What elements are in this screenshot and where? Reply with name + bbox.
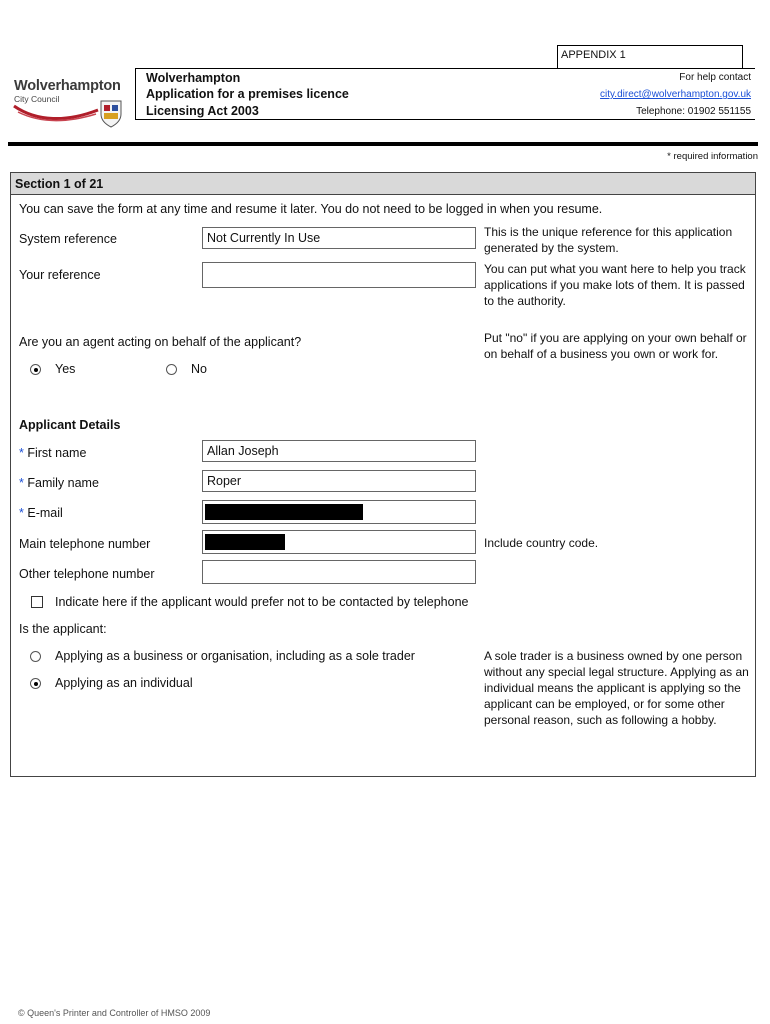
logo-subtitle: City Council <box>14 94 60 104</box>
main-phone-note: Include country code. <box>484 536 599 550</box>
applicant-type-note: A sole trader is a business owned by one person without any special legal structure. Applying as an individual means the applicant is applying so the applicant can be employed, or for some other personal reason, such as following a hobby. <box>484 649 749 727</box>
header-divider <box>8 142 758 146</box>
main-phone-field[interactable] <box>202 530 476 554</box>
family-name-field[interactable]: Roper <box>202 470 476 492</box>
main-phone-label: Main telephone number <box>19 537 151 551</box>
no-phone-contact-checkbox[interactable] <box>31 596 43 608</box>
email-redaction <box>205 504 363 520</box>
first-name-field[interactable]: Allan Joseph <box>202 440 476 462</box>
agent-yes-label: Yes <box>55 362 76 376</box>
other-phone-label: Other telephone number <box>19 567 155 581</box>
header-form-title: Application for a premises licence <box>146 87 349 101</box>
main-phone-redaction <box>205 534 285 550</box>
crest-icon <box>96 98 126 128</box>
required-marker: * <box>19 446 24 460</box>
agent-no-radio[interactable] <box>166 364 177 375</box>
help-label: For help contact <box>679 72 751 83</box>
help-telephone: Telephone: 01902 551155 <box>636 106 751 117</box>
agent-no-label: No <box>191 362 207 376</box>
is-applicant-label: Is the applicant: <box>19 622 107 636</box>
your-reference-label: Your reference <box>19 268 101 282</box>
header-act: Licensing Act 2003 <box>146 104 259 118</box>
your-reference-field[interactable] <box>202 262 476 288</box>
applicant-details-heading: Applicant Details <box>19 418 121 432</box>
header-council: Wolverhampton <box>146 71 241 85</box>
other-phone-field[interactable] <box>202 560 476 584</box>
appendix-label: APPENDIX 1 <box>557 45 743 69</box>
business-option-radio[interactable] <box>30 651 41 662</box>
system-reference-note: This is the unique reference for this application generated by the system. <box>484 225 733 255</box>
form-header <box>135 68 755 120</box>
first-name-label-text: First name <box>27 446 87 460</box>
first-name-label <box>19 446 86 460</box>
your-reference-note: You can put what you want here to help you track applications if you make lots of them. It is passed to the authority. <box>484 262 746 308</box>
email-field[interactable] <box>202 500 476 524</box>
individual-option-label: Applying as an individual <box>55 676 193 690</box>
no-phone-contact-label: Indicate here if the applicant would prefer not to be contacted by telephone <box>55 595 469 609</box>
system-reference-field[interactable]: Not Currently In Use <box>202 227 476 249</box>
logo-swoosh-icon <box>12 102 100 124</box>
section-title: Section 1 of 21 <box>11 173 755 195</box>
section-intro: You can save the form at any time and resume it later. You do not need to be logged in when you resume. <box>19 202 603 216</box>
email-label <box>19 506 63 520</box>
required-marker: * <box>19 506 24 520</box>
system-reference-label: System reference <box>19 232 117 246</box>
agent-note: Put "no" if you are applying on your own behalf or on behalf of a business you own or work for. <box>484 331 747 361</box>
required-info-note: * required information <box>667 151 758 162</box>
individual-option-radio[interactable] <box>30 678 41 689</box>
section-1 <box>10 172 756 777</box>
agent-yes-radio[interactable] <box>30 364 41 375</box>
logo-name: Wolverhampton <box>14 78 121 94</box>
council-logo <box>12 72 130 128</box>
help-email-link[interactable]: city.direct@wolverhampton.gov.uk <box>600 89 751 100</box>
family-name-label-text: Family name <box>27 476 99 490</box>
copyright-footer: © Queen's Printer and Controller of HMSO 2009 <box>18 1008 211 1018</box>
agent-question: Are you an agent acting on behalf of the applicant? <box>19 335 302 349</box>
family-name-label <box>19 476 99 490</box>
business-option-label: Applying as a business or organisation, including as a sole trader <box>55 649 415 663</box>
required-marker: * <box>19 476 24 490</box>
email-label-text: E-mail <box>27 506 63 520</box>
